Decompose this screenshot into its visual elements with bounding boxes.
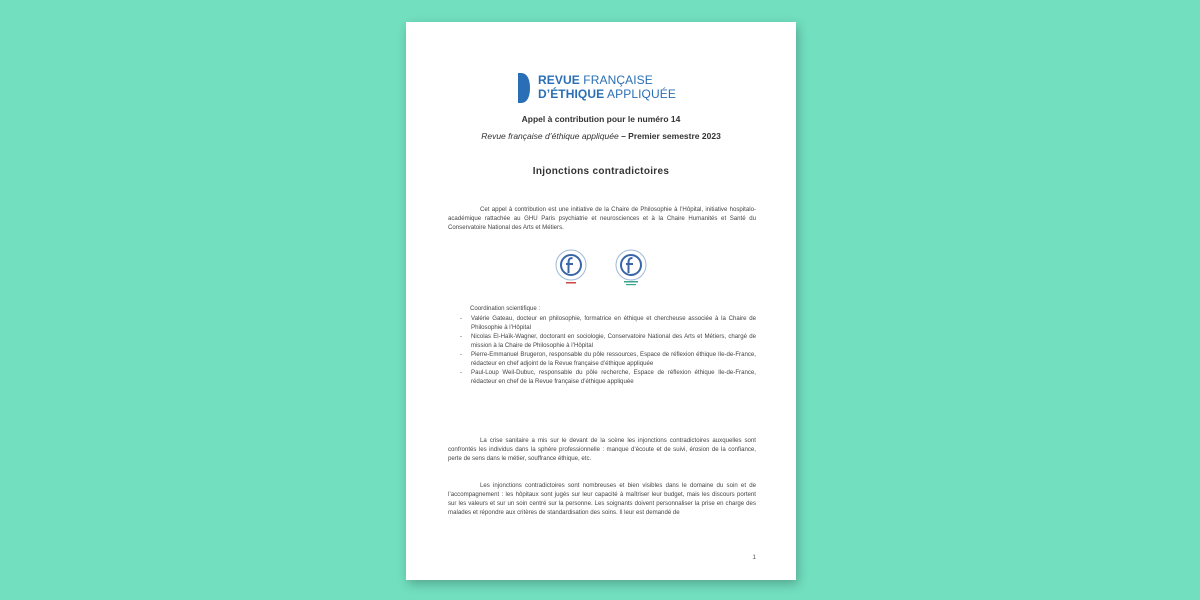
chaire-philosophie-logo-icon (551, 247, 591, 287)
page-number: 1 (752, 554, 756, 561)
list-item: - Pierre-Emmanuel Brugeron, responsable du pôle ressources, Espace de réflexion éthique Ile-de-France, rédacteur en chef adjoint de la Revue française d’éthique appliquée (460, 350, 756, 368)
list-item: - Valérie Gateau, docteur en philosophie, formatrice en éthique et chercheuse associée à la Chaire de Philosophie à l’Hôpital (460, 314, 756, 332)
chaire-humanites-logo-icon (611, 247, 651, 287)
list-item: - Nicolas El-Haïk-Wagner, doctorant en sociologie, Conservatoire National des Arts et Métiers, chargé de mission à la Chaire de Philosophie à l’Hôpital (460, 332, 756, 350)
logo-d-mark-icon (518, 73, 530, 103)
partner-logos (406, 247, 796, 287)
body-paragraph-injonctions: Les injonctions contradictoires sont nombreuses et bien visibles dans le domaine du soin et de l’accompagnement : les hôpitaux sont jugés sur leur capacité à maîtriser leur budget, mais les discours portent sur les valeurs et sur un soin centré sur la personne. Les soignants doivent personnaliser la prise en charge des malades et répondre aux critères de standardisation des soins. Il leur est demandé de (448, 482, 756, 516)
logo-line-1: REVUE FRANÇAISE (538, 73, 653, 87)
document-page (406, 22, 796, 580)
call-subtitle: Revue française d’éthique appliquée – Premier semestre 2023 (481, 131, 721, 141)
body-paragraph-crise: La crise sanitaire a mis sur le devant de la scène les injonctions contradictoires auxquelles sont confrontés les individus dans la sphère professionnelle : manque d’écoute et de suivi, érosion de la confiance, perte de sens dans le métier, souffrance éthique, etc. (448, 437, 756, 462)
coordination-list (460, 314, 756, 386)
intro-paragraph: Cet appel à contribution est une initiative de la Chaire de Philosophie à l’Hôpital, initiative hospitalo-académique rattachée au GHU Paris psychiatrie et neurosciences et à la Chaire Humanités et Santé du Conservatoire National des Arts et Métiers. (448, 206, 756, 231)
logo-line-2: D’ÉTHIQUE APPLIQUÉE (538, 87, 676, 101)
call-title: Appel à contribution pour le numéro 14 (521, 114, 681, 124)
coordination-label: Coordination scientifique : (470, 305, 541, 312)
list-item: - Paul-Loup Weil-Dubuc, responsable du pôle recherche, Espace de réflexion éthique Ile-de-France, rédacteur en chef de la Revue française d’éthique appliquée (460, 368, 756, 386)
topic-heading: Injonctions contradictoires (532, 166, 670, 177)
